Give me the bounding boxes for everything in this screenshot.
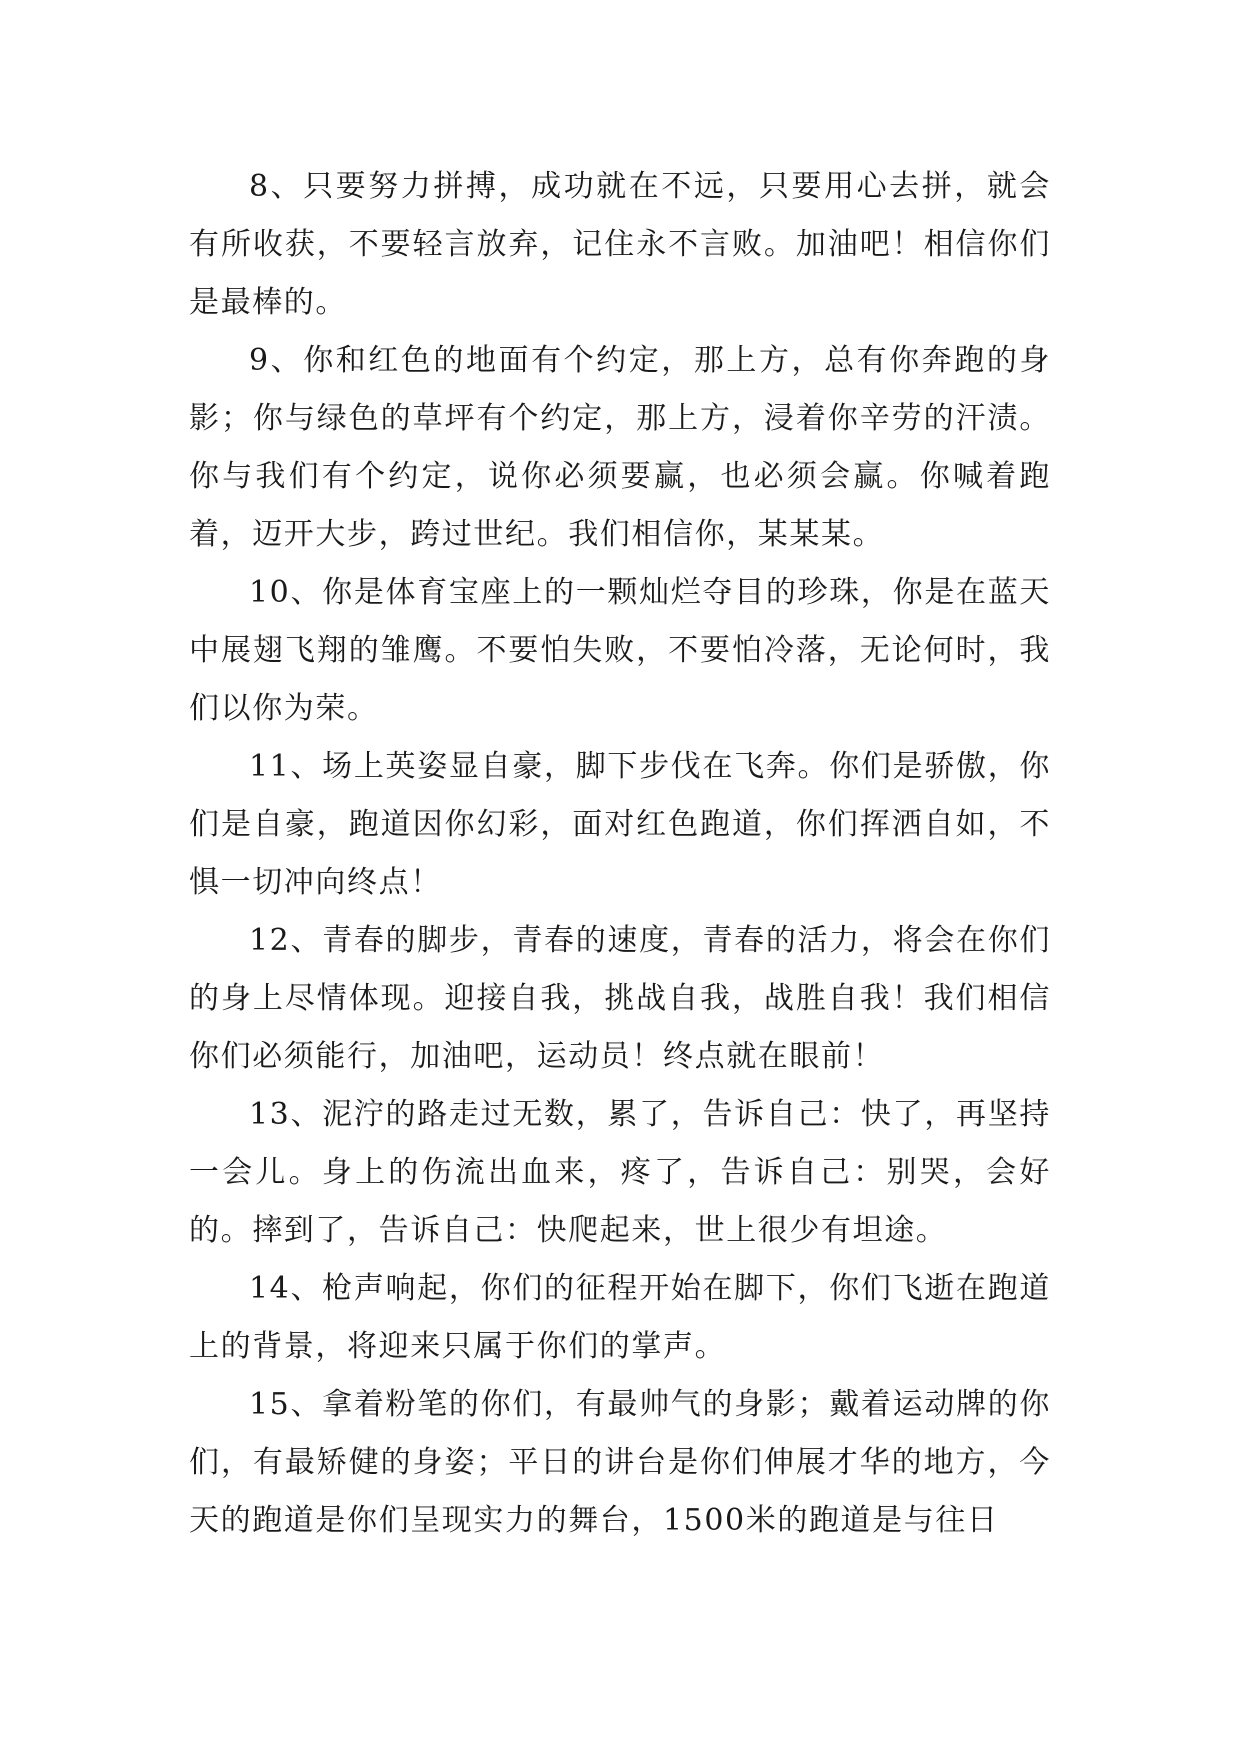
paragraph-15: 15、拿着粉笔的你们，有最帅气的身影；戴着运动牌的你们，有最矫健的身姿；平日的讲台是你们伸展才华的地方，今天的跑道是你们呈现实力的舞台，1500米的跑道是与往日 [189, 1387, 1051, 1538]
paragraph-10: 10、你是体育宝座上的一颗灿烂夺目的珍珠，你是在蓝天中展翅飞翔的雏鹰。不要怕失败，不要怕冷落，无论何时，我们以你为荣。 [189, 575, 1051, 726]
paragraph-13: 13、泥泞的路走过无数，累了，告诉自己：快了，再坚持一会儿。身上的伤流出血来，疼了，告诉自己：别哭，会好的。摔到了，告诉自己：快爬起来，世上很少有坦途。 [189, 1097, 1051, 1248]
paragraph-8: 8、只要努力拼搏，成功就在不远，只要用心去拼，就会有所收获，不要轻言放弃，记住永不言败。加油吧！相信你们是最棒的。 [189, 169, 1051, 320]
paragraph-9: 9、你和红色的地面有个约定，那上方，总有你奔跑的身影；你与绿色的草坪有个约定，那上方，浸着你辛劳的汗渍。你与我们有个约定，说你必须要赢，也必须会赢。你喊着跑着，迈开大步，跨过世纪。我们相信你，某某某。 [189, 343, 1051, 552]
document-body [189, 158, 1051, 1550]
paragraph-12: 12、青春的脚步，青春的速度，青春的活力，将会在你们的身上尽情体现。迎接自我，挑战自我，战胜自我！我们相信你们必须能行，加油吧，运动员！终点就在眼前！ [189, 923, 1051, 1074]
paragraph-11: 11、场上英姿显自豪，脚下步伐在飞奔。你们是骄傲，你们是自豪，跑道因你幻彩，面对红色跑道，你们挥洒自如，不惧一切冲向终点！ [189, 749, 1051, 900]
paragraph-14: 14、枪声响起，你们的征程开始在脚下，你们飞逝在跑道上的背景，将迎来只属于你们的掌声。 [189, 1271, 1051, 1364]
